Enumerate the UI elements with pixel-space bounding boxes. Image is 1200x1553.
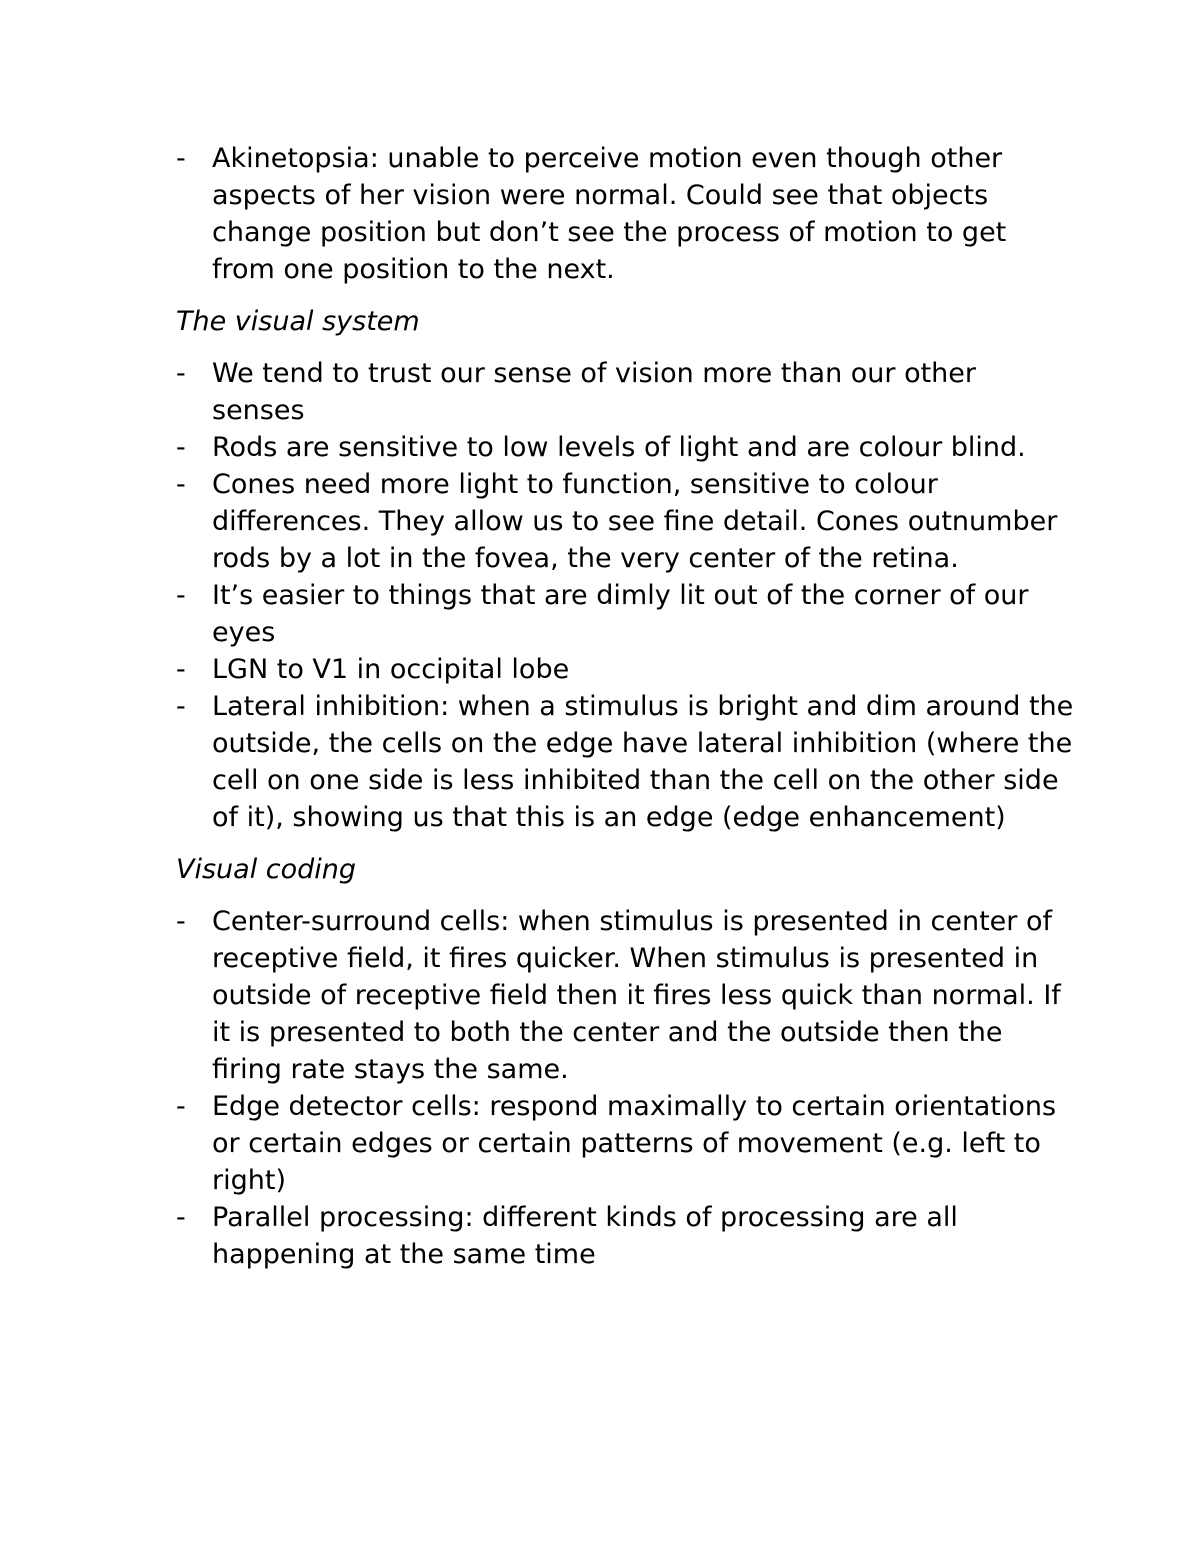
list-item (176, 651, 1076, 688)
document-body (176, 140, 1076, 1273)
list-item-text: We tend to trust our sense of vision more than our other senses (212, 358, 977, 426)
list-item-text: Rods are sensitive to low levels of light and are colour blind. (212, 432, 1026, 463)
list-item-text: Parallel processing: different kinds of processing are all happening at the same time (212, 1202, 958, 1270)
list-item-text: Lateral inhibition: when a stimulus is bright and dim around the outside, the cells on the edge have lateral inhibition (where the cell on one side is less inhibited than the cell on the other side of it), showing us that this is an edge (edge enhancement) (212, 691, 1074, 833)
list-item (176, 140, 1076, 288)
list-item-text: LGN to V1 in occipital lobe (212, 654, 570, 685)
list-item (176, 577, 1076, 651)
bullet-dash: - (176, 691, 186, 722)
list-item-text: Akinetopsia: unable to perceive motion even though other aspects of her vision were normal. Could see that objects change position but don’t see the process of motion to get from one position to the next. (212, 143, 1007, 285)
bullet-dash: - (176, 906, 186, 937)
list-item-text: Center-surround cells: when stimulus is presented in center of receptive field, it fires quicker. When stimulus is presented in outside of receptive field then it fires less quick than normal. If it is presented to both the center and the outside then the firing rate stays the same. (212, 906, 1061, 1085)
list-item (176, 466, 1076, 577)
list-item-text: It’s easier to things that are dimly lit out of the corner of our eyes (212, 580, 1029, 648)
section-heading-visual-coding: Visual coding (176, 854, 357, 885)
list-item-text: Cones need more light to function, sensitive to colour differences. They allow us to see fine detail. Cones outnumber rods by a lot in the fovea, the very center of the retina. (212, 469, 1058, 574)
bullet-dash: - (176, 1091, 186, 1122)
section-heading-visual-system: The visual system (176, 306, 420, 337)
list-item (176, 1088, 1076, 1199)
list-item (176, 903, 1076, 1088)
bullet-dash: - (176, 580, 186, 611)
bullet-dash: - (176, 1202, 186, 1233)
list-item (176, 429, 1076, 466)
bullet-dash: - (176, 654, 186, 685)
list-item-text: Edge detector cells: respond maximally to certain orientations or certain edges or certain patterns of movement (e.g. left to right) (212, 1091, 1057, 1196)
list-item (176, 688, 1076, 836)
bullet-dash: - (176, 143, 186, 174)
list-item (176, 355, 1076, 429)
bullet-dash: - (176, 358, 186, 389)
bullet-dash: - (176, 469, 186, 500)
list-item (176, 1199, 1076, 1273)
bullet-dash: - (176, 432, 186, 463)
